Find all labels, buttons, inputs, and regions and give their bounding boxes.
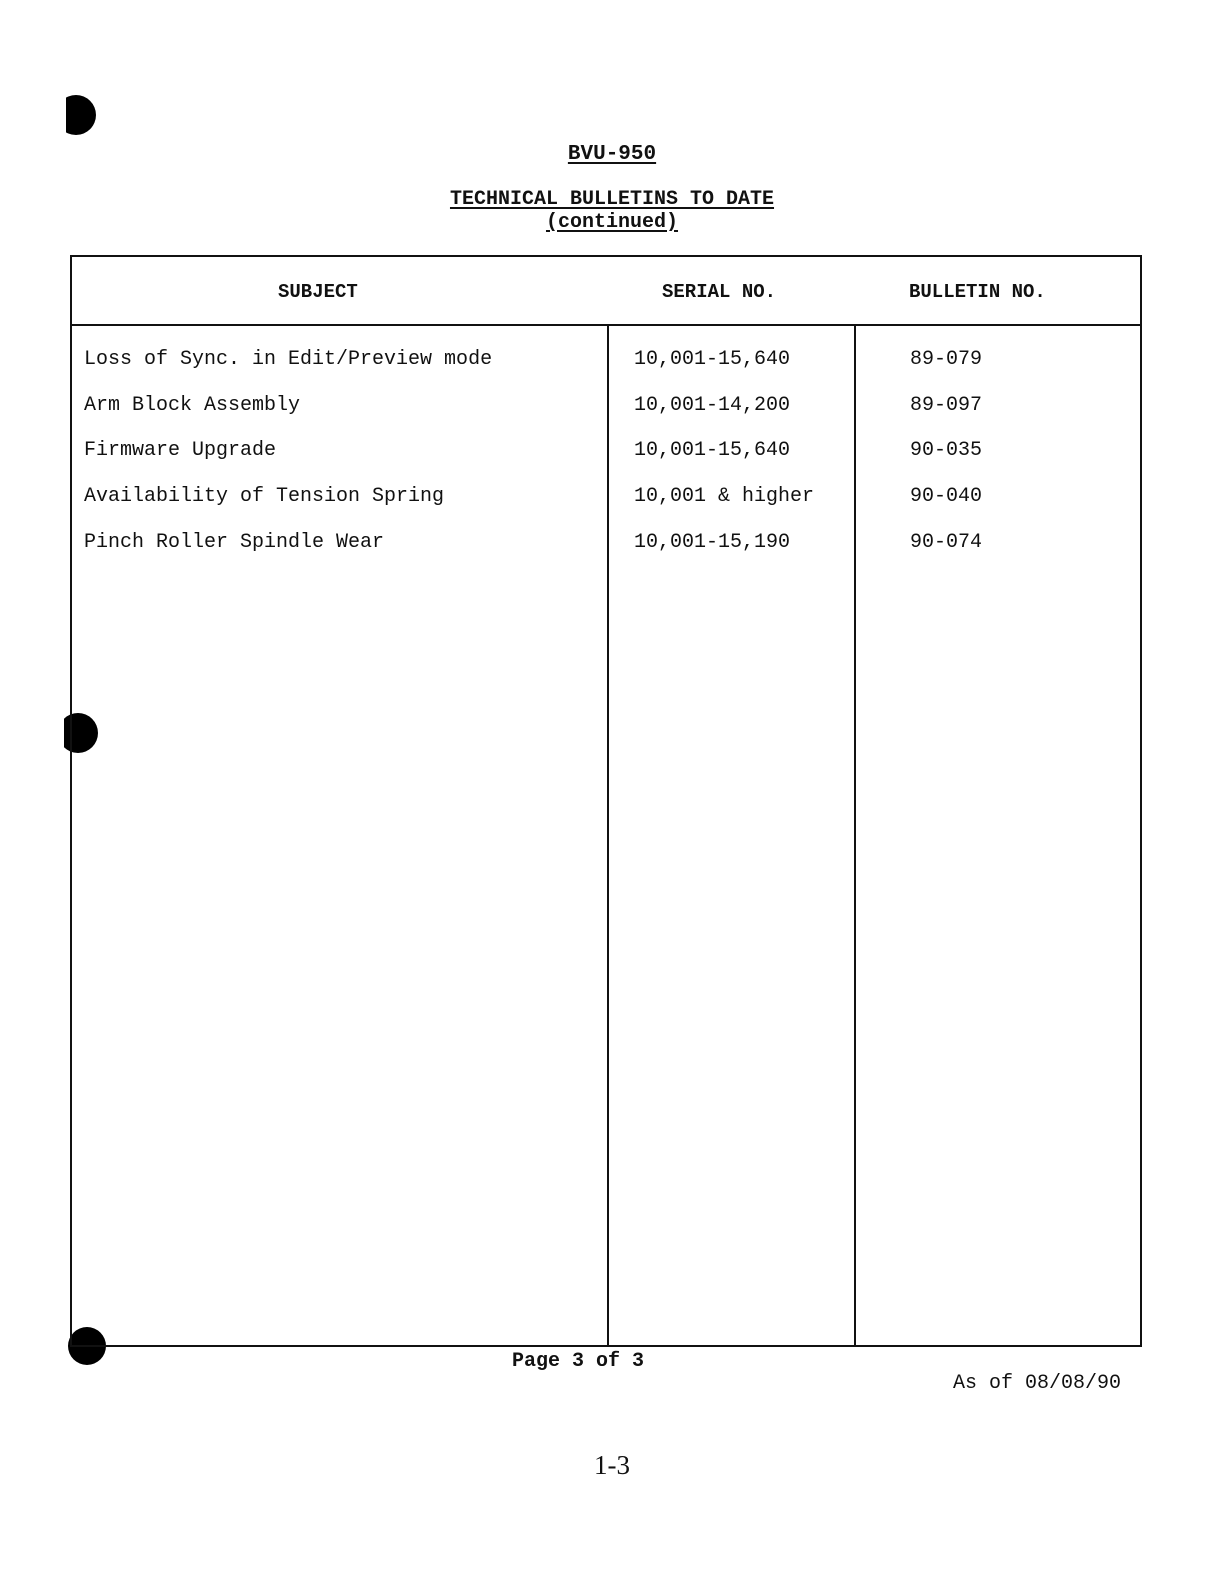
cell-bulletin: 90-040 <box>910 485 983 508</box>
table-row <box>72 348 1140 388</box>
cell-subject: Pinch Roller Spindle Wear <box>84 531 385 554</box>
page-indicator: Page 3 of 3 <box>512 1350 645 1373</box>
page-number: 1-3 <box>594 1450 630 1480</box>
column-header-bulletin: BULLETIN NO. <box>909 281 1046 303</box>
subtitle-line-2: (continued) <box>545 211 679 234</box>
cell-subject: Firmware Upgrade <box>84 439 277 462</box>
table-row <box>72 531 1140 571</box>
cell-serial: 10,001-15,640 <box>634 348 791 371</box>
column-header-subject: SUBJECT <box>278 281 358 303</box>
cell-subject: Arm Block Assembly <box>84 394 301 417</box>
table-row <box>72 439 1140 479</box>
table-row <box>72 485 1140 525</box>
document-title: BVU-950 <box>567 143 657 166</box>
document-subtitle <box>0 188 1224 234</box>
cell-subject: Availability of Tension Spring <box>84 485 445 508</box>
cell-bulletin: 89-079 <box>910 348 983 371</box>
cell-serial: 10,001 & higher <box>634 485 815 508</box>
cell-bulletin: 90-035 <box>910 439 983 462</box>
bulletins-table <box>70 255 1142 1347</box>
as-of-date: As of 08/08/90 <box>953 1372 1122 1395</box>
cell-subject: Loss of Sync. in Edit/Preview mode <box>84 348 493 371</box>
header-divider <box>72 324 1140 326</box>
table-row <box>72 394 1140 434</box>
column-header-serial: SERIAL NO. <box>662 281 777 303</box>
cell-serial: 10,001-15,640 <box>634 439 791 462</box>
subtitle-line-1: TECHNICAL BULLETINS TO DATE <box>449 188 775 211</box>
cell-bulletin: 89-097 <box>910 394 983 417</box>
punch-hole-top <box>56 95 96 135</box>
cell-serial: 10,001-14,200 <box>634 394 791 417</box>
cell-serial: 10,001-15,190 <box>634 531 791 554</box>
cell-bulletin: 90-074 <box>910 531 983 554</box>
